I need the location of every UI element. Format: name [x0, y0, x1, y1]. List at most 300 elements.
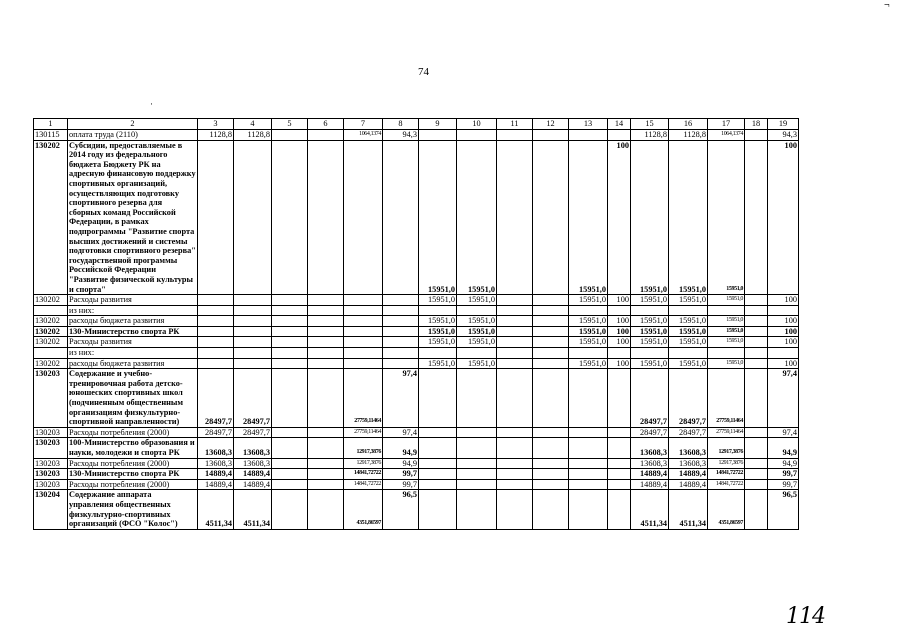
table-row [34, 326, 799, 337]
cell-c18 [745, 316, 768, 327]
cell-c9: 15951,0 [419, 326, 457, 337]
row-name: оплата труда (2110) [68, 130, 198, 141]
cell-c5 [272, 348, 308, 359]
cell-c14 [608, 458, 631, 469]
row-code: 130203 [34, 469, 68, 480]
row-code [34, 348, 68, 359]
cell-c9 [419, 469, 457, 480]
cell-c5 [272, 490, 308, 529]
cell-c17: 15951,0 [708, 358, 745, 369]
cell-c9 [419, 427, 457, 438]
cell-c12 [533, 326, 569, 337]
cell-c17: 14841,72722 [708, 469, 745, 480]
cell-c4 [234, 295, 272, 306]
cell-c7 [344, 358, 383, 369]
cell-c8 [383, 337, 419, 348]
cell-c7 [344, 326, 383, 337]
column-number: 14 [608, 119, 631, 130]
row-name: Содержание аппарата управления общественных физкультурно-спортивных организаций (ФСО "Колос") [68, 490, 198, 529]
cell-c3: 13608,3 [198, 458, 234, 469]
column-number: 4 [234, 119, 272, 130]
row-name: Расходы развития [68, 337, 198, 348]
cell-c19: 100 [768, 316, 799, 327]
cell-c3: 4511,34 [198, 490, 234, 529]
cell-c9 [419, 490, 457, 529]
cell-c14: 100 [608, 295, 631, 306]
cell-c4: 28497,7 [234, 427, 272, 438]
cell-c18 [745, 369, 768, 428]
cell-c16: 15951,0 [669, 295, 708, 306]
cell-c10 [457, 438, 497, 458]
cell-c13: 15951,0 [569, 358, 608, 369]
cell-c15: 13608,3 [631, 438, 669, 458]
row-code: 130202 [34, 140, 68, 295]
column-number: 10 [457, 119, 497, 130]
cell-c10 [457, 348, 497, 359]
column-number: 7 [344, 119, 383, 130]
column-number: 1 [34, 119, 68, 130]
cell-c17: 15951,0 [708, 316, 745, 327]
cell-c3: 14889,4 [198, 479, 234, 490]
cell-c16: 1128,8 [669, 130, 708, 141]
row-name: расходы бюджета развития [68, 316, 198, 327]
cell-c18 [745, 438, 768, 458]
cell-c14 [608, 438, 631, 458]
table-row [34, 316, 799, 327]
cell-c8 [383, 140, 419, 295]
cell-c19: 94,3 [768, 130, 799, 141]
cell-c13: 15951,0 [569, 140, 608, 295]
cell-c15: 28497,7 [631, 369, 669, 428]
cell-c17: 15951,0 [708, 140, 745, 295]
column-number: 5 [272, 119, 308, 130]
cell-c6 [308, 469, 344, 480]
cell-c18 [745, 469, 768, 480]
cell-c5 [272, 326, 308, 337]
row-name: Расходы потребления (2000) [68, 458, 198, 469]
cell-c9 [419, 348, 457, 359]
column-number: 18 [745, 119, 768, 130]
cell-c12 [533, 295, 569, 306]
cell-c19: 100 [768, 295, 799, 306]
cell-c15: 28497,7 [631, 427, 669, 438]
cell-c19: 100 [768, 326, 799, 337]
row-code: 130202 [34, 358, 68, 369]
cell-c7 [344, 337, 383, 348]
cell-c9 [419, 305, 457, 316]
cell-c18 [745, 458, 768, 469]
cell-c3: 1128,8 [198, 130, 234, 141]
row-code: 130203 [34, 479, 68, 490]
cell-c17 [708, 305, 745, 316]
cell-c19: 100 [768, 337, 799, 348]
cell-c12 [533, 358, 569, 369]
cell-c3: 13608,3 [198, 438, 234, 458]
row-code: 130202 [34, 337, 68, 348]
cell-c17: 4351,86597 [708, 490, 745, 529]
cell-c8: 96,5 [383, 490, 419, 529]
cell-c5 [272, 469, 308, 480]
cell-c5 [272, 427, 308, 438]
cell-c5 [272, 438, 308, 458]
cell-c13: 15951,0 [569, 337, 608, 348]
cell-c16: 15951,0 [669, 140, 708, 295]
cell-c4 [234, 316, 272, 327]
cell-c8: 94,9 [383, 458, 419, 469]
cell-c6 [308, 458, 344, 469]
cell-c4: 13608,3 [234, 438, 272, 458]
cell-c7 [344, 305, 383, 316]
row-name: Субсидии, предоставляемые в 2014 году из федерального бюджета Бюджету РК на адресную финансовую поддержку спортивных организаций, осуществляющих подготовку спортивного резерва для сборных команд Российской Федерации, в рамках подпрограммы "Развитие спорта высших достижений и системы подготовки спортивного резерва" государственной программы Российской Федерации "Развитие физической культуры и спорта" [69, 140, 196, 294]
cell-c10 [457, 490, 497, 529]
cell-c6 [308, 316, 344, 327]
cell-c16: 28497,7 [669, 369, 708, 428]
cell-c14 [608, 130, 631, 141]
cell-c3 [198, 305, 234, 316]
cell-c17: 15951,0 [708, 337, 745, 348]
cell-c15 [631, 305, 669, 316]
cell-c10 [457, 130, 497, 141]
column-number: 17 [708, 119, 745, 130]
cell-c8 [383, 316, 419, 327]
cell-c13 [569, 469, 608, 480]
table-row [34, 295, 799, 306]
table-row [34, 490, 799, 529]
cell-c13 [569, 130, 608, 141]
cell-c14: 100 [608, 358, 631, 369]
cell-c14: 100 [608, 337, 631, 348]
cell-c12 [533, 438, 569, 458]
cell-c4: 4511,34 [234, 490, 272, 529]
cell-c7: 4351,86597 [344, 490, 383, 529]
cell-c9: 15951,0 [419, 295, 457, 306]
stray-dot: · [150, 99, 153, 109]
cell-c4: 28497,7 [234, 369, 272, 428]
table-row [34, 438, 799, 458]
cell-c7 [344, 295, 383, 306]
cell-c18 [745, 427, 768, 438]
cell-c12 [533, 458, 569, 469]
cell-c3 [198, 358, 234, 369]
cell-c8 [383, 348, 419, 359]
cell-c6 [308, 427, 344, 438]
row-code: 130202 [34, 316, 68, 327]
row-code: 130204 [34, 490, 68, 529]
column-numbers-row [34, 119, 799, 130]
cell-c11 [497, 358, 533, 369]
cell-c19: 94,9 [768, 438, 799, 458]
cell-c15: 1128,8 [631, 130, 669, 141]
cell-c6 [308, 369, 344, 428]
cell-c19: 99,7 [768, 479, 799, 490]
cell-c11 [497, 427, 533, 438]
cell-c14 [608, 427, 631, 438]
cell-c8 [383, 295, 419, 306]
cell-c8: 97,4 [383, 369, 419, 428]
cell-c17: 27759,11464 [708, 427, 745, 438]
cell-c16: 15951,0 [669, 337, 708, 348]
cell-c19: 97,4 [768, 427, 799, 438]
cell-c15: 15951,0 [631, 326, 669, 337]
cell-c17: 12917,3876 [708, 438, 745, 458]
cell-c4 [234, 305, 272, 316]
cell-c4 [234, 337, 272, 348]
row-name: Содержание и учебно-тренировочная работа детско-юношеских спортивных школ (подчиненным общественным организациям физкультурно-спортивной направленности) [68, 369, 198, 428]
cell-c10 [457, 305, 497, 316]
cell-c6 [308, 305, 344, 316]
cell-c6 [308, 438, 344, 458]
table-row [34, 479, 799, 490]
cell-c7 [344, 348, 383, 359]
cell-c18 [745, 305, 768, 316]
cell-c7: 27759,11464 [344, 369, 383, 428]
cell-c18 [745, 490, 768, 529]
cell-c3: 28497,7 [198, 369, 234, 428]
row-code: 130202 [34, 326, 68, 337]
cell-c14 [608, 305, 631, 316]
cell-c16 [669, 305, 708, 316]
cell-c16: 4511,34 [669, 490, 708, 529]
cell-c11 [497, 130, 533, 141]
table-row [34, 469, 799, 480]
cell-c15: 15951,0 [631, 337, 669, 348]
cell-c9: 15951,0 [419, 358, 457, 369]
cell-c9 [419, 458, 457, 469]
cell-c12 [533, 479, 569, 490]
cell-c4 [234, 326, 272, 337]
cell-c10: 15951,0 [457, 326, 497, 337]
cell-c8: 94,3 [383, 130, 419, 141]
cell-c13 [569, 369, 608, 428]
table-row [34, 369, 799, 428]
cell-c5 [272, 337, 308, 348]
cell-c10 [457, 427, 497, 438]
table-row [34, 358, 799, 369]
cell-c17: 27759,11464 [708, 369, 745, 428]
column-number: 15 [631, 119, 669, 130]
row-code: 130115 [34, 130, 68, 141]
table-row [34, 130, 799, 141]
cell-c15: 14889,4 [631, 469, 669, 480]
column-number: 13 [569, 119, 608, 130]
cell-c17: 1064,1374 [708, 130, 745, 141]
cell-c7: 14841,72722 [344, 469, 383, 480]
cell-c10: 15951,0 [457, 337, 497, 348]
cell-c16: 15951,0 [669, 358, 708, 369]
cell-c9 [419, 130, 457, 141]
row-name: 130-Министерство спорта РК [68, 326, 198, 337]
cell-c19: 94,9 [768, 458, 799, 469]
column-number: 19 [768, 119, 799, 130]
row-name: из них: [68, 348, 198, 359]
cell-c14 [608, 479, 631, 490]
row-name: 130-Министерство спорта РК [68, 469, 198, 480]
cell-c4: 14889,4 [234, 469, 272, 480]
cell-c16 [669, 348, 708, 359]
row-name: Расходы потребления (2000) [68, 427, 198, 438]
cell-c9: 15951,0 [419, 316, 457, 327]
cell-c15: 13608,3 [631, 458, 669, 469]
cell-c3 [198, 326, 234, 337]
cell-c7: 12917,3876 [344, 438, 383, 458]
cell-c17 [708, 348, 745, 359]
cell-c17: 15951,0 [708, 295, 745, 306]
cell-c10: 15951,0 [457, 295, 497, 306]
cell-c5 [272, 316, 308, 327]
cell-c7: 14841,72722 [344, 479, 383, 490]
cell-c6 [308, 130, 344, 141]
cell-c14 [608, 369, 631, 428]
cell-c16: 13608,3 [669, 458, 708, 469]
cell-c13 [569, 438, 608, 458]
column-number: 16 [669, 119, 708, 130]
cell-c18 [745, 140, 768, 295]
cell-c18 [745, 479, 768, 490]
cell-c18 [745, 295, 768, 306]
cell-c3 [198, 316, 234, 327]
table-row [34, 458, 799, 469]
cell-c17: 14841,72722 [708, 479, 745, 490]
cell-c9: 15951,0 [419, 337, 457, 348]
cell-c15: 15951,0 [631, 295, 669, 306]
cell-c15: 15951,0 [631, 316, 669, 327]
row-code: 130203 [34, 458, 68, 469]
cell-c9 [419, 369, 457, 428]
cell-c19: 100 [768, 358, 799, 369]
row-name: 100-Министерство образования и науки, молодежи и спорта РК [68, 438, 198, 458]
cell-c6 [308, 140, 344, 295]
cell-c13: 15951,0 [569, 326, 608, 337]
cell-c3 [198, 348, 234, 359]
cell-c12 [533, 130, 569, 141]
cell-c12 [533, 337, 569, 348]
handwritten-mark: 114 [786, 604, 825, 629]
column-number: 11 [497, 119, 533, 130]
cell-c18 [745, 130, 768, 141]
column-number: 6 [308, 119, 344, 130]
cell-c12 [533, 469, 569, 480]
table-row [34, 348, 799, 359]
cell-c13 [569, 305, 608, 316]
row-name: из них: [68, 305, 198, 316]
cell-c4: 1128,8 [234, 130, 272, 141]
cell-c3: 28497,7 [198, 427, 234, 438]
cell-c5 [272, 130, 308, 141]
cell-c10 [457, 369, 497, 428]
cell-c14 [608, 348, 631, 359]
cell-c9 [419, 438, 457, 458]
cell-c19: 96,5 [768, 490, 799, 529]
cell-c19 [768, 305, 799, 316]
cell-c10: 15951,0 [457, 140, 497, 295]
cell-c4 [234, 358, 272, 369]
cell-c7: 27759,11464 [344, 427, 383, 438]
cell-c10: 15951,0 [457, 358, 497, 369]
cell-c7: 1064,1374 [344, 130, 383, 141]
row-code [34, 305, 68, 316]
cell-c8: 94,9 [383, 438, 419, 458]
cell-c5 [272, 358, 308, 369]
cell-c8: 99,7 [383, 479, 419, 490]
cell-c8 [383, 358, 419, 369]
cell-c7 [344, 140, 383, 295]
cell-c11 [497, 316, 533, 327]
cell-c16: 15951,0 [669, 316, 708, 327]
row-name: расходы бюджета развития [68, 358, 198, 369]
cell-c6 [308, 326, 344, 337]
cell-c11 [497, 479, 533, 490]
row-code: 130203 [34, 427, 68, 438]
cell-c11 [497, 326, 533, 337]
cell-c8: 99,7 [383, 469, 419, 480]
cell-c13: 15951,0 [569, 295, 608, 306]
budget-table [33, 118, 799, 530]
cell-c3: 14889,4 [198, 469, 234, 480]
cell-c3 [198, 337, 234, 348]
column-number: 9 [419, 119, 457, 130]
cell-c5 [272, 305, 308, 316]
cell-c17: 12917,3876 [708, 458, 745, 469]
cell-c16: 14889,4 [669, 479, 708, 490]
cell-c6 [308, 295, 344, 306]
cell-c5 [272, 140, 308, 295]
column-number: 2 [68, 119, 198, 130]
column-number: 8 [383, 119, 419, 130]
cell-c11 [497, 140, 533, 295]
cell-c4: 13608,3 [234, 458, 272, 469]
cell-c5 [272, 295, 308, 306]
cell-c11 [497, 337, 533, 348]
cell-c12 [533, 427, 569, 438]
cell-c6 [308, 358, 344, 369]
cell-c8 [383, 326, 419, 337]
cell-c11 [497, 348, 533, 359]
cell-c5 [272, 458, 308, 469]
cell-c13 [569, 458, 608, 469]
cell-c3 [198, 295, 234, 306]
cell-c14: 100 [608, 326, 631, 337]
cell-c19: 100 [768, 140, 799, 295]
cell-c6 [308, 479, 344, 490]
cell-c3 [198, 140, 234, 295]
column-number: 3 [198, 119, 234, 130]
cell-c10 [457, 479, 497, 490]
cell-c12 [533, 348, 569, 359]
cell-c4 [234, 140, 272, 295]
row-code: 130202 [34, 295, 68, 306]
cell-c19 [768, 348, 799, 359]
cell-c8 [383, 305, 419, 316]
table-row [34, 305, 799, 316]
cell-c15: 14889,4 [631, 479, 669, 490]
cell-c11 [497, 305, 533, 316]
cell-c19: 97,4 [768, 369, 799, 428]
cell-c16: 14889,4 [669, 469, 708, 480]
cell-c13 [569, 427, 608, 438]
cell-c13 [569, 479, 608, 490]
cell-c12 [533, 305, 569, 316]
cell-c18 [745, 337, 768, 348]
cell-c4 [234, 348, 272, 359]
cell-c13 [569, 348, 608, 359]
cell-c11 [497, 369, 533, 428]
cell-c14 [608, 490, 631, 529]
cell-c10: 15951,0 [457, 316, 497, 327]
cell-c13: 15951,0 [569, 316, 608, 327]
cell-c14: 100 [608, 140, 631, 295]
cell-c18 [745, 326, 768, 337]
corner-mark: ¬ [884, 0, 890, 11]
